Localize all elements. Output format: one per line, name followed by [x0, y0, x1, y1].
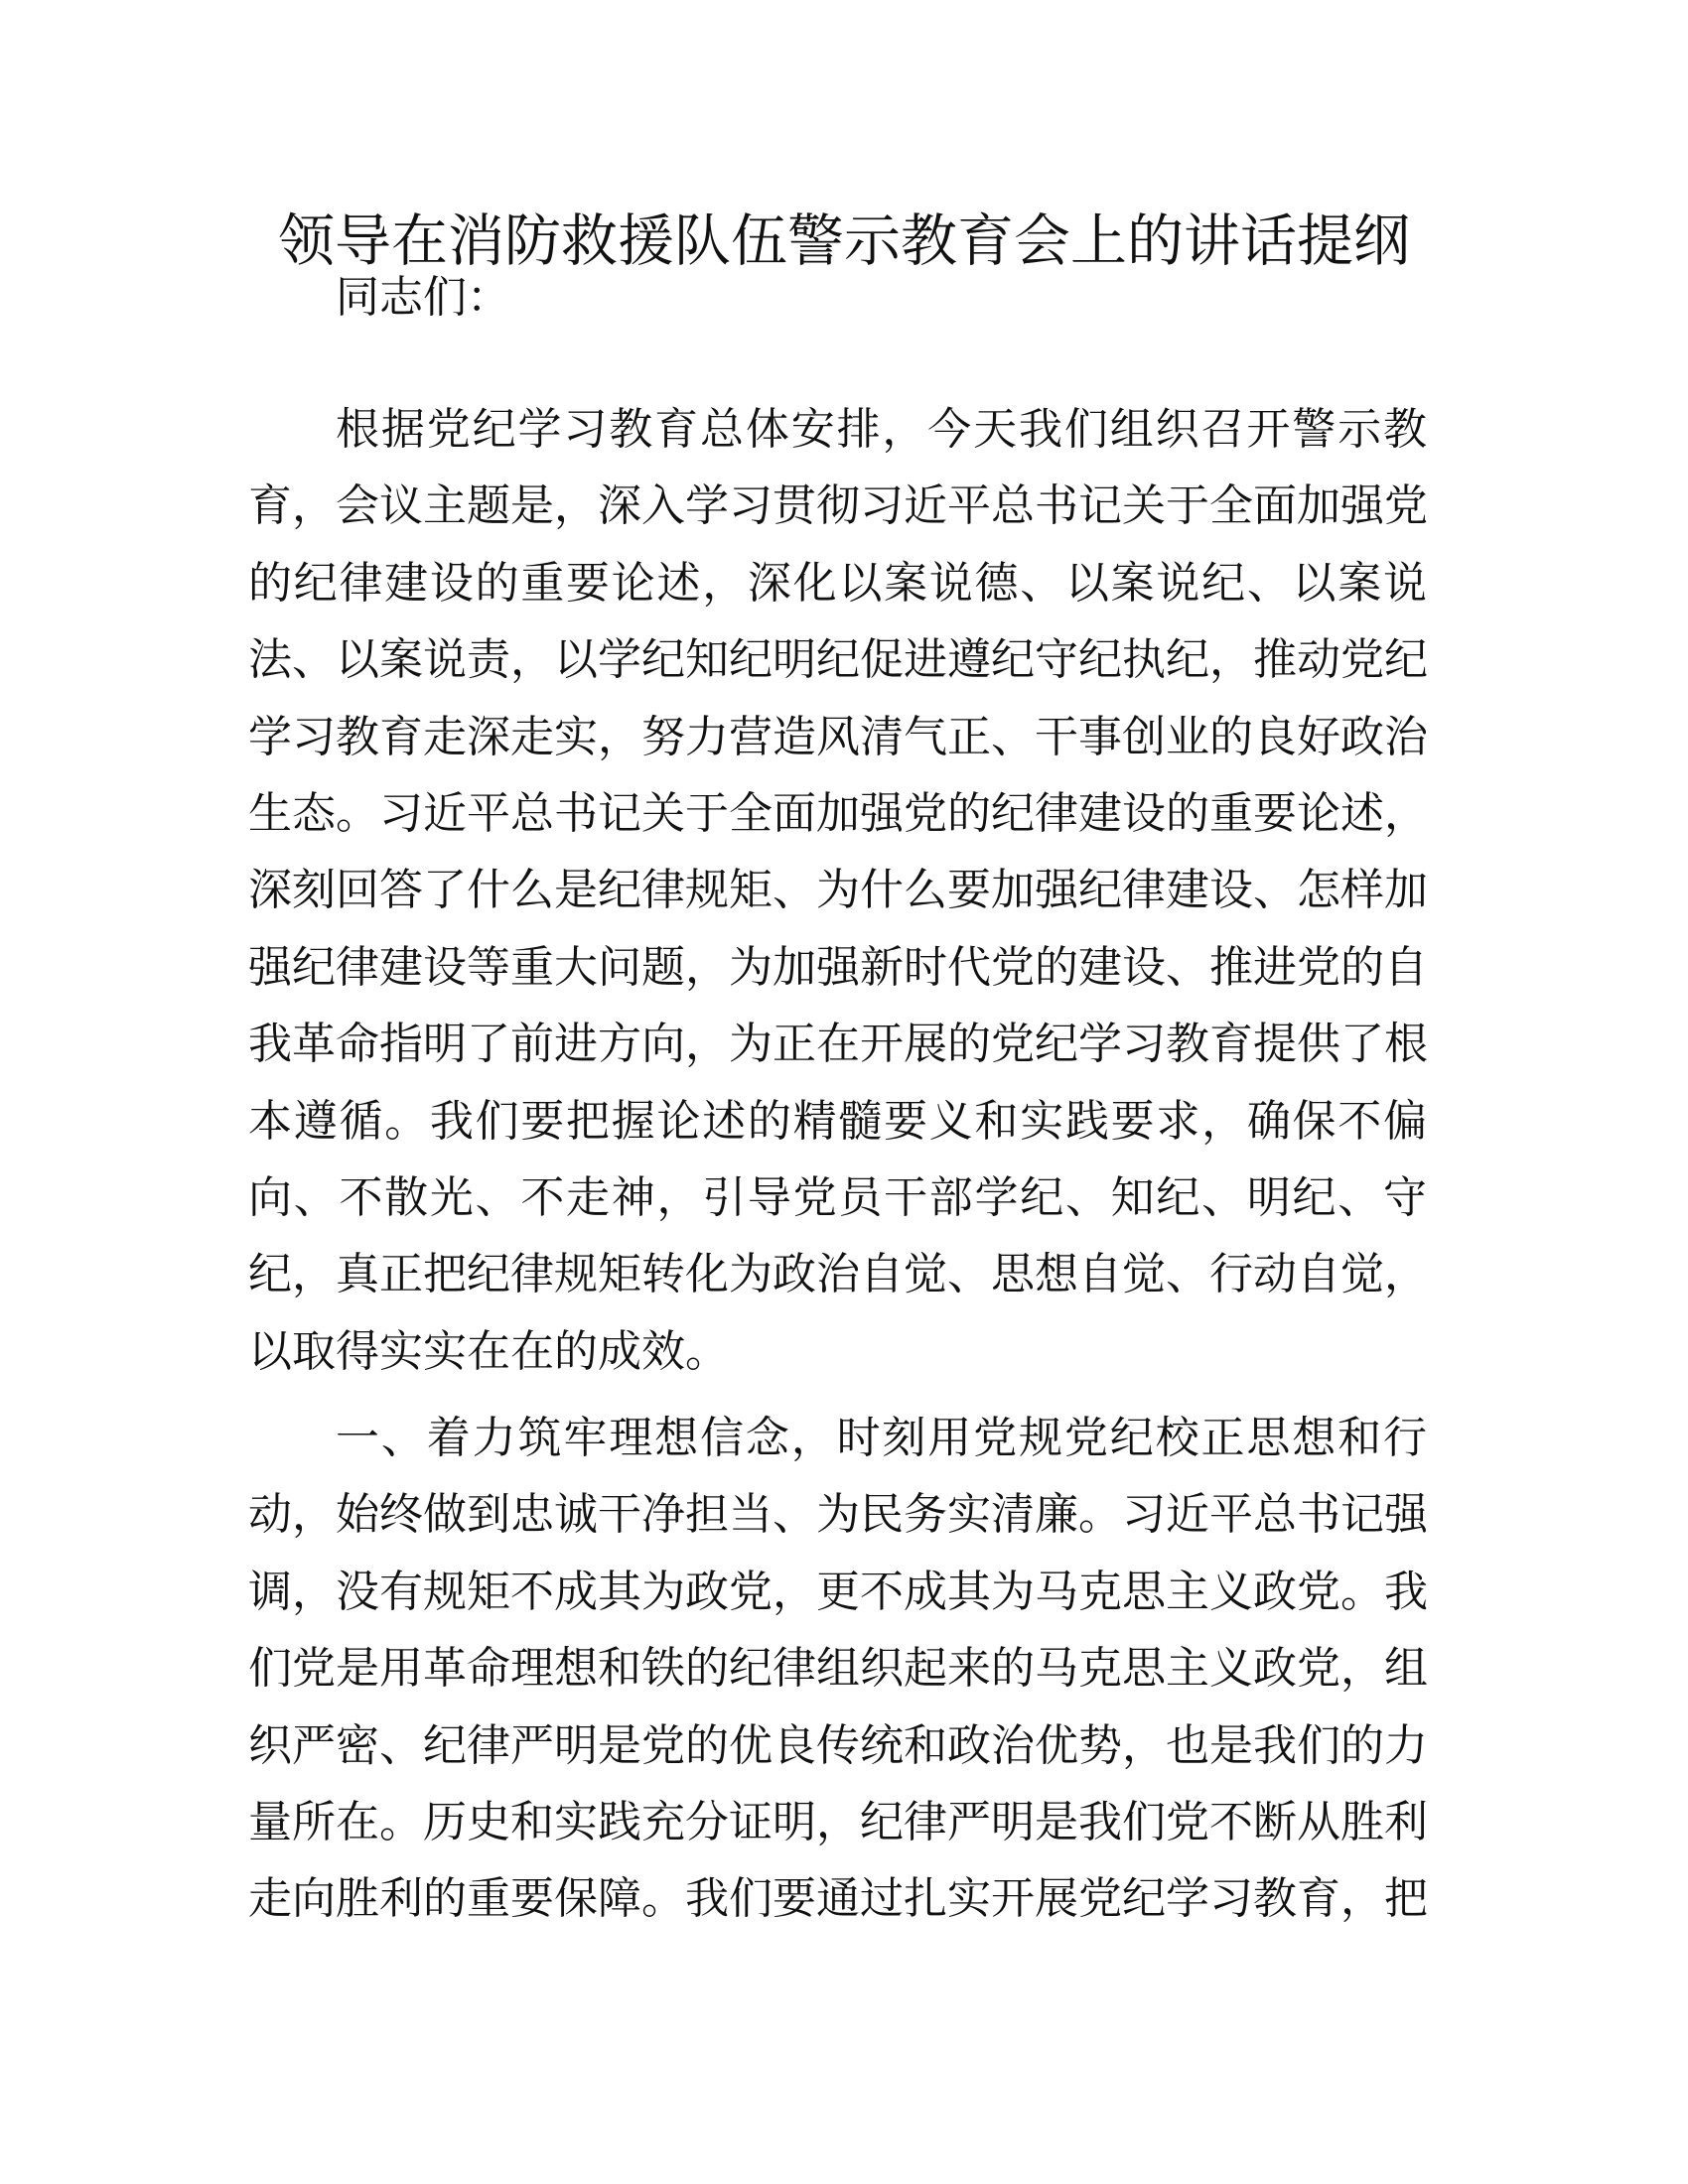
- paragraph-line: 法、以案说责，以学纪知纪明纪促进遵纪守纪执纪，推动党纪: [248, 634, 1428, 686]
- paragraph-line: 根据党纪学习教育总体安排，今天我们组织召开警示教: [336, 404, 1427, 455]
- paragraph-line: 生态。习近平总书记关于全面加强党的纪律建设的重要论述，: [248, 788, 1428, 839]
- paragraph-line: 以取得实实在在的成效。: [248, 1325, 729, 1377]
- paragraph-line: 纪，真正把纪律规矩转化为政治自觉、思想自觉、行动自觉，: [248, 1249, 1428, 1300]
- paragraph-line: 强纪律建设等重大问题，为加强新时代党的建设、推进党的自: [248, 941, 1428, 993]
- paragraph-line: 向、不散光、不走神，引导党员干部学纪、知纪、明纪、守: [248, 1172, 1427, 1223]
- paragraph-line: 我革命指明了前进方向，为正在开展的党纪学习教育提供了根: [248, 1019, 1428, 1070]
- paragraph-line: 动，始终做到忠诚干净担当、为民务实清廉。习近平总书记强: [248, 1489, 1428, 1541]
- paragraph-line: 学习教育走深走实，努力营造风清气正、干事创业的良好政治: [248, 711, 1428, 762]
- paragraph-line: 本遵循。我们要把握论述的精髓要义和实践要求，确保不偏: [248, 1095, 1427, 1147]
- paragraph-line: 育，会议主题是，深入学习贯彻习近平总书记关于全面加强党: [248, 480, 1428, 532]
- paragraph-line: 们党是用革命理想和铁的纪律组织起来的马克思主义政党，组: [248, 1643, 1428, 1695]
- paragraph-line: 的纪律建设的重要论述，深化以案说德、以案说纪、以案说: [248, 557, 1427, 609]
- paragraph-line: 深刻回答了什么是纪律规矩、为什么要加强纪律建设、怎样加: [248, 865, 1428, 916]
- paragraph-line: 走向胜利的重要保障。我们要通过扎实开展党纪学习教育，把: [248, 1873, 1428, 1925]
- document-title: 领导在消防救援队伍警示教育会上的讲话提纲: [278, 208, 1410, 274]
- salutation: 同志们：: [336, 272, 510, 323]
- paragraph-line: 一、着力筑牢理想信念，时刻用党规党纪校正思想和行: [336, 1413, 1427, 1463]
- paragraph-line: 量所在。历史和实践充分证明，纪律严明是我们党不断从胜利: [248, 1797, 1428, 1847]
- paragraph-line: 织严密、纪律严明是党的优良传统和政治优势，也是我们的力: [248, 1719, 1428, 1771]
- paragraph-line: 调，没有规矩不成其为政党，更不成其为马克思主义政党。我: [248, 1566, 1428, 1617]
